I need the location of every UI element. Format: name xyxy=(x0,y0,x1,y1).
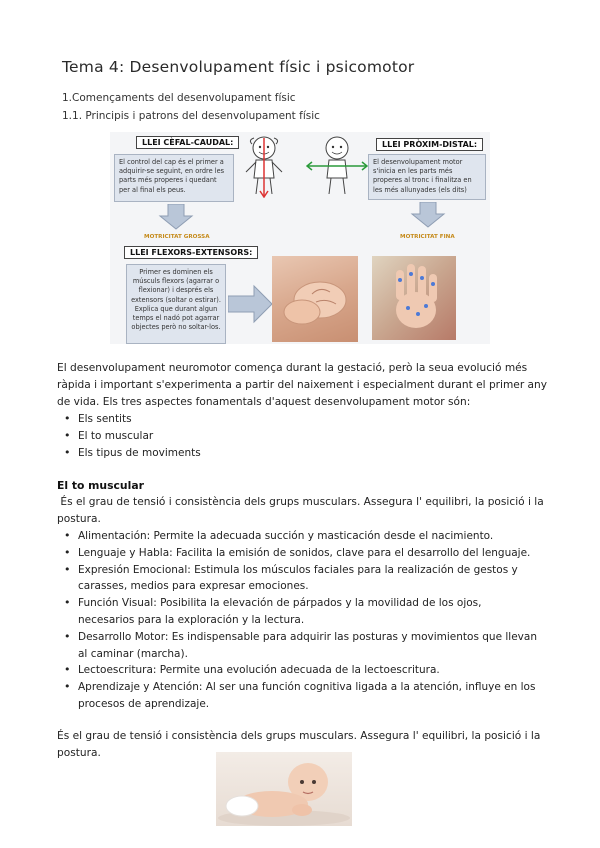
cefal-caudal-label: LLEI CÈFAL-CAUDAL: xyxy=(136,136,239,149)
arrow-right-icon xyxy=(228,284,274,324)
to-muscular-definition: És el grau de tensió i consistència dels grups musculars. Assegura l' equilibri, la posició i la postura. xyxy=(57,496,548,525)
page-title: Tema 4: Desenvolupament físic i psicomotor xyxy=(62,58,415,76)
intro-paragraph: El desenvolupament neuromotor comença durant la gestació, però la seua evolució més ràpida i important s'experimenta a partir del naixement i especialment durant el primer any de vida. Els tres aspectes fonamentals d'aquest desenvolupament motor són: xyxy=(57,362,548,408)
flexors-extensors-text: Primer es dominen els músculs flexors (agarrar o flexionar) i després els extensors (soltar o estirar). Explica que durant algun temps el nadó pot agarrar objectes però no soltar-los. xyxy=(126,264,226,344)
aspects-list xyxy=(62,411,540,461)
flexors-extensors-label: LLEI FLEXORS-EXTENSORS: xyxy=(124,246,258,259)
list-item: • Alimentación: Permite la adecuada succión y masticación desde el nacimiento. xyxy=(62,528,540,545)
arrow-down-icon xyxy=(410,202,446,228)
list-item: • Els sentits xyxy=(62,411,540,428)
list-item: • Desarrollo Motor: Es indispensable para adquirir las posturas y movimientos que llevan al caminar (marcha). xyxy=(62,629,540,663)
fine-motor-label: MOTRICITAT FINA xyxy=(400,234,455,240)
to-muscular-heading: El to muscular xyxy=(57,479,144,492)
section-heading: 1.Començaments del desenvolupament físic xyxy=(62,92,296,104)
arrow-down-icon xyxy=(158,204,194,230)
list-item: • Expresión Emocional: Estimula los músculos faciales para la realización de gestos y carasses, medios para expresar emociones. xyxy=(62,562,540,596)
functions-list xyxy=(62,528,540,713)
list-item: • Lectoescritura: Permite una evolución adecuada de la lectoescritura. xyxy=(62,662,540,679)
development-laws-diagram xyxy=(110,132,490,344)
child-arms-drawing-icon xyxy=(306,134,368,198)
subsection-heading: 1.1. Principis i patrons del desenvolupament físic xyxy=(62,110,320,122)
list-item: • Lenguaje y Habla: Facilita la emisión de sonidos, clave para el desarrollo del lenguaje. xyxy=(62,545,540,562)
list-item: • Función Visual: Posibilita la elevación de párpados y la movilidad de los ojos, necesarios para la exploración y la lectura. xyxy=(62,595,540,629)
repeat-definition: És el grau de tensió i consistència dels grups musculars. Assegura l' equilibri, la posició i la postura. xyxy=(57,730,541,759)
baby-hand-grasp-photo xyxy=(272,256,358,342)
list-item: • Els tipus de moviments xyxy=(62,445,540,462)
child-drawing-icon xyxy=(238,134,290,198)
proxim-distal-label: LLEI PRÒXIM-DISTAL: xyxy=(376,138,483,151)
baby-prone-photo xyxy=(216,752,352,826)
cefal-caudal-text: El control del cap és el primer a adquirir-se seguint, en ordre les parts més properes i quedant per al final els peus. xyxy=(114,154,234,202)
painted-hand-photo xyxy=(372,256,456,340)
list-item: • El to muscular xyxy=(62,428,540,445)
list-item: • Aprendizaje y Atención: Al ser una función cognitiva ligada a la atención, influye en los procesos de aprendizaje. xyxy=(62,679,540,713)
proxim-distal-text: El desenvolupament motor s'inicia en les parts més properes al tronc i finalitza en les més allunyades (els dits) xyxy=(368,154,486,200)
gross-motor-label: MOTRICITAT GROSSA xyxy=(144,234,210,240)
